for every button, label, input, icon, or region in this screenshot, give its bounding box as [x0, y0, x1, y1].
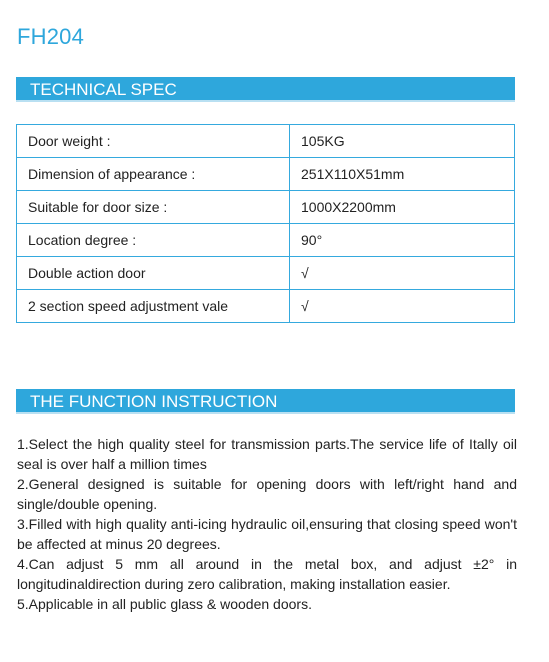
- spec-label: 2 section speed adjustment vale: [17, 290, 290, 323]
- table-row: [17, 224, 515, 257]
- technical-spec-header: TECHNICAL SPEC: [16, 77, 515, 102]
- table-row: [17, 191, 515, 224]
- spec-label: Door weight :: [17, 125, 290, 158]
- spec-value: 251X110X51mm: [290, 158, 515, 191]
- table-row: [17, 125, 515, 158]
- table-row: [17, 290, 515, 323]
- spec-label: Dimension of appearance :: [17, 158, 290, 191]
- spec-value: 1000X2200mm: [290, 191, 515, 224]
- check-mark-value: √: [290, 257, 515, 290]
- product-model-title: FH204: [17, 24, 85, 49]
- list-item: 1.Select the high quality steel for transmission parts.The service life of Itally oil seal is over half a million times: [17, 436, 517, 472]
- spec-table: [16, 124, 515, 323]
- spec-label: Location degree :: [17, 224, 290, 257]
- table-row: [17, 158, 515, 191]
- spec-label: Double action door: [17, 257, 290, 290]
- check-mark-value: √: [290, 290, 515, 323]
- list-item: 2.General designed is suitable for opening doors with left/right hand and single/double opening.: [17, 476, 517, 512]
- function-instruction-header: THE FUNCTION INSTRUCTION: [16, 389, 515, 414]
- list-item: 3.Filled with high quality anti-icing hydraulic oil,ensuring that closing speed won't be affected at minus 20 degrees.: [17, 516, 517, 552]
- spec-value: 105KG: [290, 125, 515, 158]
- instruction-list: [17, 434, 517, 614]
- spec-label: Suitable for door size :: [17, 191, 290, 224]
- spec-value: 90°: [290, 224, 515, 257]
- list-item: 4.Can adjust 5 mm all around in the metal box, and adjust ±2° in longitudinaldirection during zero calibration, making installation easier.: [17, 556, 517, 592]
- list-item: 5.Applicable in all public glass & wooden doors.: [17, 596, 312, 612]
- table-row: [17, 257, 515, 290]
